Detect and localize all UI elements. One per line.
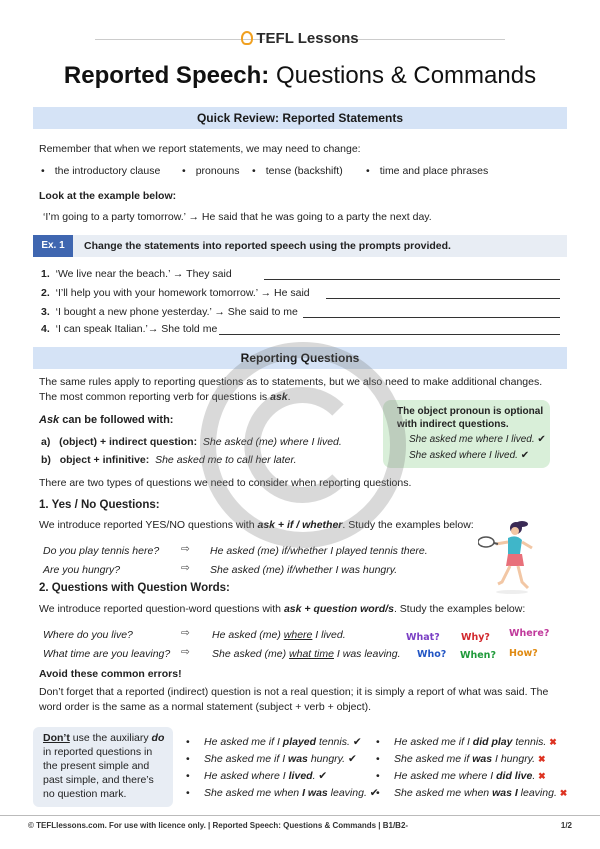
ask-label: Ask can be followed with: bbox=[39, 414, 174, 426]
review-intro: Remember that when we report statements, we may need to change: bbox=[39, 143, 361, 155]
reported-question: She asked (me) what time I was leaving. bbox=[212, 648, 401, 660]
brand-logo bbox=[0, 30, 600, 47]
cross-icon: ✖ bbox=[559, 788, 568, 798]
cross-icon: ✖ bbox=[549, 737, 557, 747]
question-word: Where? bbox=[509, 628, 550, 639]
arrow-icon: ⇨ bbox=[181, 543, 190, 555]
correct-example: • He asked me if I played tennis. ✔ bbox=[204, 736, 362, 748]
review-bullet: • tense (backshift) bbox=[252, 165, 343, 177]
check-icon: ✔ bbox=[348, 753, 357, 765]
exercise-bar bbox=[33, 235, 567, 257]
check-icon: ✔ bbox=[537, 434, 546, 445]
direct-question: Where do you live? bbox=[43, 629, 133, 641]
exercise-item: 2. ‘I’ll help you with your homework tomorrow.’ → He said bbox=[41, 287, 310, 299]
yesno-heading: 1. Yes / No Questions: bbox=[39, 499, 160, 511]
wh-intro: We introduce reported question-word questions with ask + question word/s. Study the examples below: bbox=[39, 603, 526, 615]
ask-option-b: b) object + infinitive: She asked me to call her later. bbox=[41, 454, 297, 466]
yesno-intro: We introduce reported YES/NO questions with ask + if / whether. Study the examples below: bbox=[39, 519, 474, 531]
exercise-item: 1. ‘We live near the beach.’ → They said bbox=[41, 268, 232, 280]
question-word: Who? bbox=[417, 649, 447, 660]
question-word: Why? bbox=[461, 632, 490, 643]
answer-line[interactable] bbox=[326, 298, 560, 299]
review-bullet: • time and place phrases bbox=[366, 165, 488, 177]
review-heading: Quick Review: Reported Statements bbox=[33, 107, 567, 129]
lightbulb-icon bbox=[241, 31, 253, 45]
reported-question: He asked (me) if/whether I played tennis there. bbox=[210, 545, 428, 557]
title-bold: Reported Speech: bbox=[63, 62, 270, 89]
question-word: What? bbox=[406, 632, 440, 643]
types-intro: There are two types of questions we need to consider when reporting questions. bbox=[39, 477, 412, 489]
example-label: Look at the example below: bbox=[39, 190, 177, 202]
errors-para-line2: word order is the same as a normal statement (subject + verb + object). bbox=[39, 701, 372, 713]
note-title: The object pronoun is optional with indirect questions. bbox=[397, 406, 544, 430]
review-bullet: • the introductory clause bbox=[41, 165, 160, 177]
ask-option-a: a) (object) + indirect question: She asked (me) where I lived. bbox=[41, 436, 342, 448]
answer-line[interactable] bbox=[264, 279, 560, 280]
review-bullet: • pronouns bbox=[182, 165, 239, 177]
direct-question: Do you play tennis here? bbox=[43, 545, 160, 557]
page-number: 1/2 bbox=[560, 821, 572, 830]
page-footer bbox=[0, 815, 600, 849]
errors-para-line1: Don’t forget that a reported (indirect) question is not a real question; it is simply a report of what was said. The bbox=[39, 686, 549, 698]
arrow-icon: ⇨ bbox=[181, 627, 190, 639]
correct-example: • She asked me when I was leaving. ✔ bbox=[204, 787, 379, 799]
answer-line[interactable] bbox=[219, 334, 560, 335]
wrong-example: • He asked me where I did live. ✖ bbox=[394, 770, 546, 782]
error-note-text: Don’t use the auxiliary do in reported questions in the present simple and past simple, and there’s no question mark. bbox=[43, 732, 165, 800]
error-note-box bbox=[33, 727, 173, 807]
note-box bbox=[383, 400, 550, 468]
note-example: She asked where I lived. ✔ bbox=[409, 450, 530, 461]
page-title bbox=[0, 62, 600, 90]
arrow-icon: ⇨ bbox=[181, 646, 190, 658]
logo-text: TEFL Lessons bbox=[256, 30, 359, 47]
footer-copyright: © TEFLlessons.com. For use with licence only. | Reported Speech: Questions & Commands | B1/B2- bbox=[28, 821, 409, 830]
wrong-example: • She asked me when was I leaving. ✖ bbox=[394, 787, 567, 799]
answer-line[interactable] bbox=[303, 317, 560, 318]
exercise-item: 3. ‘I bought a new phone yesterday.’ → She said to me bbox=[41, 306, 298, 318]
cross-icon: ✖ bbox=[538, 754, 546, 764]
check-icon: ✔ bbox=[352, 736, 362, 748]
tennis-player-illustration bbox=[478, 518, 540, 596]
cross-icon: ✖ bbox=[538, 771, 546, 781]
exercise-item: 4. ‘I can speak Italian.’→ She told me bbox=[41, 323, 218, 335]
check-icon: ✔ bbox=[318, 770, 328, 782]
direct-question: Are you hungry? bbox=[43, 564, 121, 576]
question-word: How? bbox=[509, 648, 538, 659]
check-icon: ✔ bbox=[369, 787, 379, 799]
wrong-example: • He asked me if I did play tennis. ✖ bbox=[394, 736, 557, 748]
reported-question: She asked (me) if/whether I was hungry. bbox=[210, 564, 398, 576]
check-icon: ✔ bbox=[520, 450, 530, 461]
exercise-instruction: Change the statements into reported speech using the prompts provided. bbox=[84, 240, 451, 252]
reporting-para-line1: The same rules apply to reporting questions as to statements, but we also need to make additional changes. bbox=[39, 376, 543, 388]
wrong-example: • She asked me if was I hungry. ✖ bbox=[394, 753, 546, 765]
correct-example: • She asked me if I was hungry. ✔ bbox=[204, 753, 357, 765]
arrow-icon: ⇨ bbox=[181, 562, 190, 574]
note-example: She asked me where I lived. ✔ bbox=[409, 434, 546, 445]
reported-question: He asked (me) where I lived. bbox=[212, 629, 346, 641]
wh-heading: 2. Questions with Question Words: bbox=[39, 582, 230, 594]
errors-heading: Avoid these common errors! bbox=[39, 668, 182, 680]
question-word: When? bbox=[460, 650, 496, 661]
review-example: ‘I’m going to a party tomorrow.’ → He said that he was going to a party the next day. bbox=[43, 211, 432, 223]
reporting-heading: Reporting Questions bbox=[33, 347, 567, 369]
title-rest: Questions & Commands bbox=[269, 62, 537, 89]
reporting-para-line2: The most common reporting verb for questions is ask. bbox=[39, 391, 291, 403]
exercise-badge: Ex. 1 bbox=[33, 235, 73, 257]
correct-example: • He asked where I lived. ✔ bbox=[204, 770, 327, 782]
direct-question: What time are you leaving? bbox=[43, 648, 171, 660]
